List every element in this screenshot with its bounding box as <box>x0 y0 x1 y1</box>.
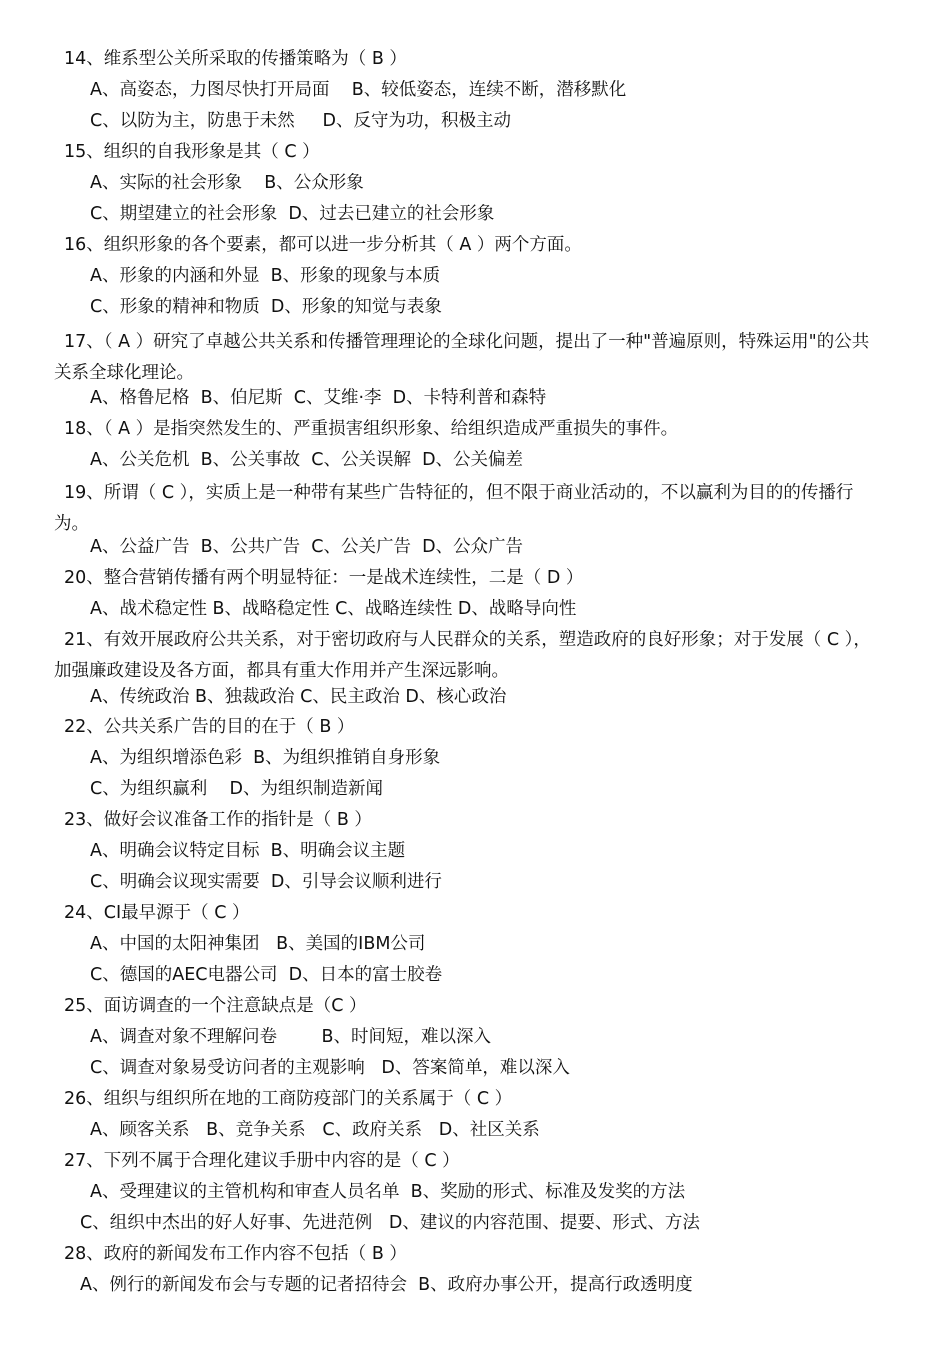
q25-options-1: A、调查对象不理解问卷 B、时间短，难以深入 <box>90 1027 491 1047</box>
q16-options-2: C、形象的精神和物质 D、形象的知觉与表象 <box>90 297 442 317</box>
q18-question: 18、（ A ）是指突然发生的、严重损害组织形象、给组织造成严重损失的事件。 <box>64 419 679 439</box>
q23-question: 23、做好会议准备工作的指针是（ B ） <box>64 810 372 830</box>
q20-options: A、战术稳定性 B、战略稳定性 C、战略连续性 D、战略导向性 <box>90 599 577 619</box>
q22-options-1: A、为组织增添色彩 B、为组织推销自身形象 <box>90 748 441 768</box>
q24-options-1: A、中国的太阳神集团 B、美国的IBM公司 <box>90 934 426 954</box>
q25-options-2: C、调查对象易受访问者的主观影响 D、答案简单，难以深入 <box>90 1058 570 1078</box>
q24-options-2: C、德国的AEC电器公司 D、日本的富士胶卷 <box>90 965 443 985</box>
q23-options-1: A、明确会议特定目标 B、明确会议主题 <box>90 841 406 861</box>
q27-options-2: C、组织中杰出的好人好事、先进范例 D、建议的内容范围、提要、形式、方法 <box>80 1213 700 1233</box>
q23-options-2: C、明确会议现实需要 D、引导会议顺利进行 <box>90 872 442 892</box>
q19-options: A、公益广告 B、公共广告 C、公关广告 D、公众广告 <box>90 537 524 557</box>
q25-question: 25、面访调查的一个注意缺点是（C ） <box>64 996 367 1016</box>
q14-question: 14、维系型公关所采取的传播策略为（ B ） <box>64 49 407 69</box>
q26-question: 26、组织与组织所在地的工商防疫部门的关系属于（ C ） <box>64 1089 513 1109</box>
q24-question: 24、CI最早源于（ C ） <box>64 903 250 923</box>
q14-options-2: C、以防为主，防患于未然 D、反守为功，积极主动 <box>90 111 512 131</box>
q27-question: 27、下列不属于合理化建议手册中内容的是（ C ） <box>64 1151 460 1171</box>
q15-options-1: A、实际的社会形象 B、公众形象 <box>90 173 364 193</box>
q20-question: 20、整合营销传播有两个明显特征：一是战术连续性，二是（ D ） <box>64 568 584 588</box>
q15-question: 15、组织的自我形象是其（ C ） <box>64 142 320 162</box>
q17-options: A、格鲁尼格 B、伯尼斯 C、艾维·李 D、卡特利普和森特 <box>90 388 547 408</box>
q17-question: 17、（ A ）研究了卓越公共关系和传播管理理论的全球化问题，提出了一种"普遍原则，特殊运用"的公共关系全球化理论。 <box>54 332 870 383</box>
q18-options: A、公关危机 B、公关事故 C、公关误解 D、公关偏差 <box>90 450 524 470</box>
q27-options-1: A、受理建议的主管机构和审查人员名单 B、奖励的形式、标准及发奖的方法 <box>90 1182 686 1202</box>
q19-question: 19、所谓（ C ），实质上是一种带有某些广告特征的，但不限于商业活动的，不以赢利为目的的传播行为。 <box>54 483 854 534</box>
q21-question: 21、有效开展政府公共关系，对于密切政府与人民群众的关系，塑造政府的良好形象；对于发展（ C ），加强廉政建设及各方面，都具有重大作用并产生深远影响。 <box>54 630 871 681</box>
q16-options-1: A、形象的内涵和外显 B、形象的现象与本质 <box>90 266 441 286</box>
q16-question: 16、组织形象的各个要素，都可以进一步分析其（ A ）两个方面。 <box>64 235 582 255</box>
q21-options: A、传统政治 B、独裁政治 C、民主政治 D、核心政治 <box>90 687 507 707</box>
q14-options-1: A、高姿态，力图尽快打开局面 B、较低姿态，连续不断，潜移默化 <box>90 80 627 100</box>
q22-question: 22、公共关系广告的目的在于（ B ） <box>64 717 355 737</box>
q15-options-2: C、期望建立的社会形象 D、过去已建立的社会形象 <box>90 204 495 224</box>
q26-options: A、顾客关系 B、竞争关系 C、政府关系 D、社区关系 <box>90 1120 540 1140</box>
q28-question: 28、政府的新闻发布工作内容不包括（ B ） <box>64 1244 407 1264</box>
q22-options-2: C、为组织赢利 D、为组织制造新闻 <box>90 779 383 799</box>
q28-options: A、例行的新闻发布会与专题的记者招待会 B、政府办事公开，提高行政透明度 <box>80 1275 693 1295</box>
